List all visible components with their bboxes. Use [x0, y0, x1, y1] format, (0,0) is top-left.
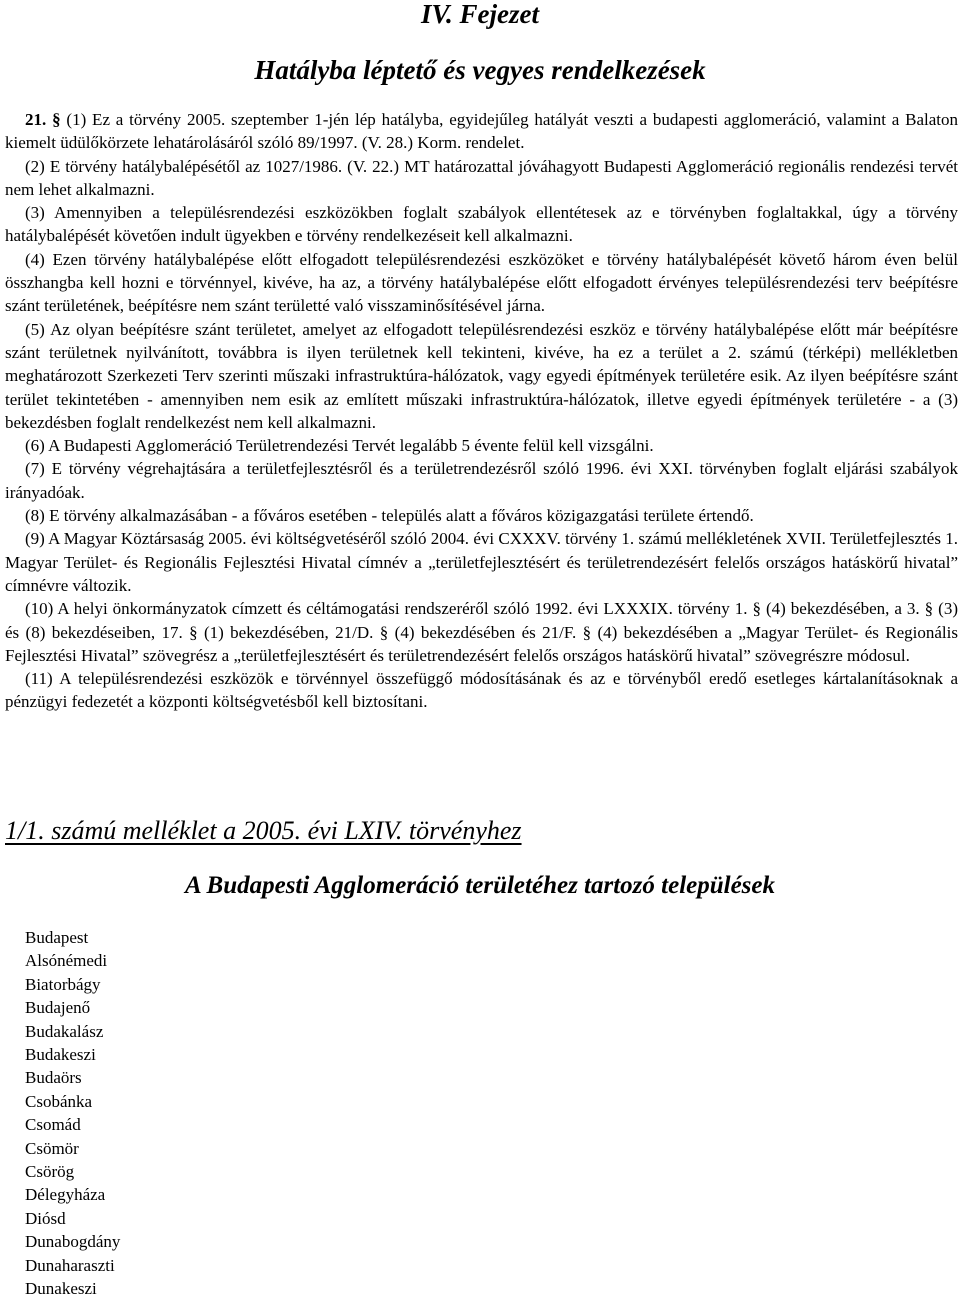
list-item: Délegyháza — [25, 1185, 106, 1205]
list-item: Csomád — [25, 1115, 81, 1135]
paragraph-6: (6) A Budapesti Agglomeráció Területrendezési Tervét legalább 5 évente felül kell vizsgálni. — [25, 436, 654, 456]
list-item: Budakalász — [25, 1021, 104, 1041]
list-item: Budaörs — [25, 1068, 82, 1088]
list-item: Csörög — [25, 1162, 75, 1182]
paragraph-1-text: (1) Ez a törvény 2005. szeptember 1-jén lép hatályba, egyidejűleg hatályát veszti a budapesti agglomeráció, valamint a Balaton kiemelt üdülőkörzete lehatárolásáról szóló 89/1997. (V. 28.) Korm. rendelet. — [5, 110, 958, 153]
paragraph-11: (11) A településrendezési eszközök e törvénnyel összefüggő módosításának és az e törvényből eredő esetleges kártalanításoknak a pénzügyi fedezetét a központi költségvetésből kell biztosítani. — [5, 669, 958, 712]
paragraph-10: (10) A helyi önkormányzatok címzett és céltámogatási rendszeréről szóló 1992. évi LXXXIX. törvény 1. § (4) bekezdésében, a 3. § (3) és (8) bekezdéseiben, 17. § (1) bekezdésében, 21/D. § (4) bekezdésében és 21/F. § (4) bekezdésében a „Magyar Terület- és Regionális Fejlesztési Hivatal” szövegrész a „területfejlesztésért és területrendezésért felelős országos hatáskörű hivatal” szövegrészre módosul. — [5, 599, 958, 665]
list-item: Budapest — [25, 928, 89, 947]
list-item: Budakeszi — [25, 1045, 96, 1065]
paragraph-5: (5) Az olyan beépítésre szánt területet, amelyet az elfogadott településrendezési eszköz e törvény hatálybalépése előtt már beépítésre szánt területnek nyilvánított, továbbra is ilyen területnek kell tekinteni, kivéve, ha ez a terület a 2. számú (térképi) mellékletben meghatározott Szerkezeti Terv szerinti műszaki infrastruktúra-hálózatok, vagy egyedi építmények területére esik. Az ilyen beépítésre szánt terület tekintetében - amennyiben nem esik az említett műszaki infrastruktúra-hálózatok, illetve egyedi építmények területére - a (3) bekezdésben foglalt rendelkezést nem kell alkalmazni. — [5, 319, 958, 432]
list-item: Dunakeszi — [25, 1279, 97, 1299]
paragraph-7: (7) E törvény végrehajtására a területfejlesztésről és a területrendezésről szóló 1996. évi XXI. törvényben foglalt eljárási szabályok irányadóak. — [5, 459, 958, 502]
list-item: Budajenő — [25, 998, 91, 1018]
annex-title: 1/1. számú melléklet a 2005. évi LXIV. törvényhez — [5, 816, 522, 845]
list-item: Diósd — [25, 1208, 66, 1228]
paragraph-8: (8) E törvény alkalmazásában - a főváros esetében - település alatt a főváros közigazgatási területe értendő. — [25, 506, 754, 526]
paragraph-4: (4) Ezen törvény hatálybalépése előtt elfogadott településrendezési eszközöket e törvény hatálybalépését követő három éven belül összhangba kell hozni e törvénnyel, kivéve, ha az, a törvény hatálybalépése előtt elfogadott érvényes településrendezési terv beépítésre szánt területének, beépítésre nem szánt területté való visszaminősítésével járna. — [5, 249, 958, 316]
chapter-title: IV. Fejezet — [420, 0, 539, 29]
paragraph-9: (9) A Magyar Köztársaság 2005. évi költségvetéséről szóló 2004. évi CXXXV. törvény 1. számú mellékletének XVII. Területfejlesztés 1. Magyar Terület- és Regionális Fejlesztési Hivatal címnév a „területfejlesztésért és területrendezésért felelős országos hatáskörű hivatal” címnévre változik. — [5, 529, 958, 595]
list-item: Dunaharaszti — [25, 1255, 115, 1275]
chapter-subtitle: Hatályba léptető és vegyes rendelkezések — [254, 55, 706, 85]
section-number: 21. § — [25, 110, 61, 129]
list-item: Csömör — [25, 1138, 79, 1158]
paragraph-2: (2) E törvény hatálybalépésétől az 1027/1986. (V. 22.) MT határozattal jóváhagyott Budapesti Agglomeráció regionális rendezési tervét nem lehet alkalmazni. — [5, 156, 958, 199]
paragraph-1 — [5, 108, 958, 155]
section-21-body — [5, 108, 958, 714]
paragraph-3: (3) Amennyiben a településrendezési eszközökben foglalt szabályok ellentétesek az e törvényben foglaltakkal, úgy a törvény hatálybalépését követően indult ügyekben e törvény rendelkezéseit kell alkalmazni. — [5, 203, 958, 246]
settlement-list — [25, 926, 120, 1301]
list-item: Csobánka — [25, 1091, 93, 1111]
list-item: Dunabogdány — [25, 1232, 121, 1252]
annex-subtitle: A Budapesti Agglomeráció területéhez tartozó települések — [184, 872, 776, 899]
list-item: Alsónémedi — [25, 951, 108, 971]
list-item: Biatorbágy — [25, 974, 101, 994]
